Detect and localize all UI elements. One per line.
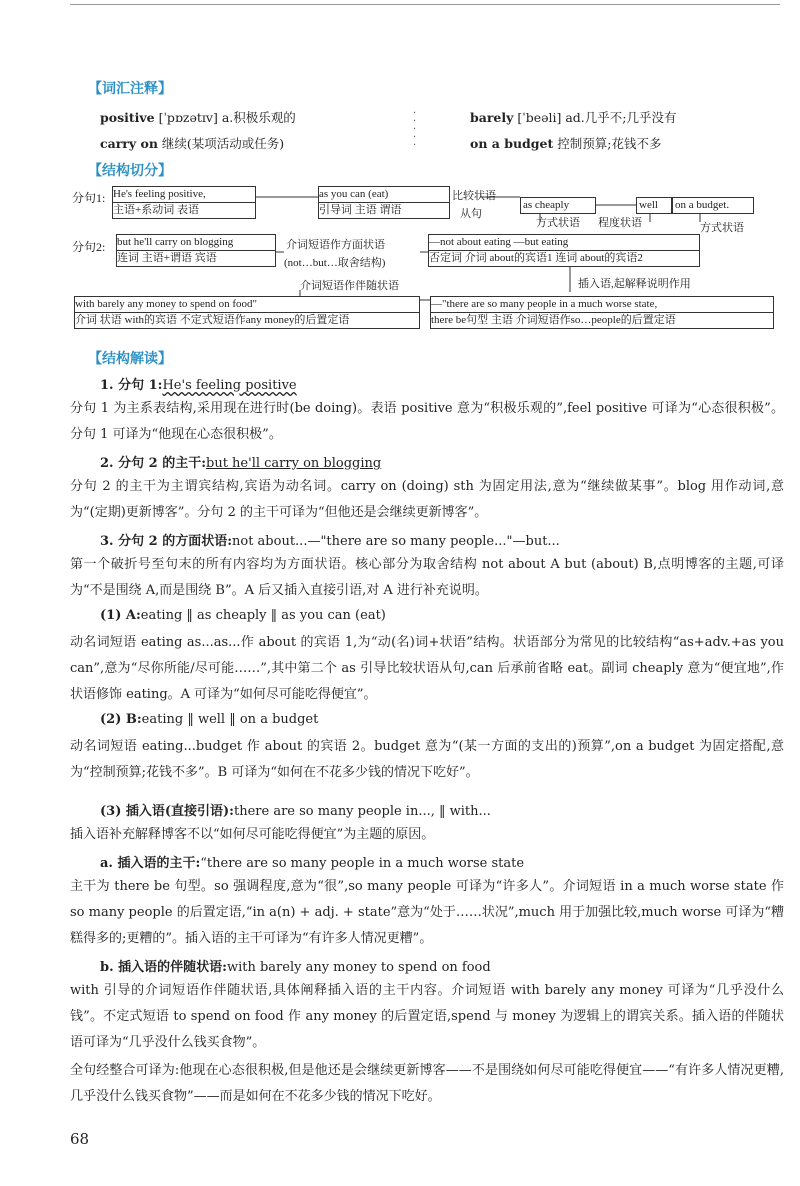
section-structure-explain: 【结构解读】 [88,351,172,367]
heading-accompanying: b. 插入语的伴随状语:with barely any money to spend on food [100,960,491,975]
heading-clause2-main: 2. 分句 2 的主干:but he'll carry on blogging [100,456,382,471]
paragraph-clause1: 分句 1 为主系表结构,采用现在进行时(be doing)。表语 positive 意为“积极乐观的”,feel positive 可译为“心态很积极”。分句 1 可译为“他现在心态很积极”。 [70,401,784,442]
heading-parenthesis: (3) 插入语(直接引语):there are so many people in..., ‖ with... [100,804,491,819]
vocab-carry-on: carry on 继续(某项活动或任务) [100,136,285,151]
paragraph-parenthesis-main: 主干为 there be 句型。so 强调程度,意为“很”,so many people 可译为“许多人”。介词短语 in a much worse state 作 so many people 的后置定语,“in a(n) + adj. + state”意为“处于……状况”,much 用于加强比较,much worse 可译为“糟糕得多的;更糟的”。插入语的主干可译为“有许多人情况更糟”。 [70,879,785,946]
note-parenthesis: 插入语,起解释说明作用 [578,278,691,290]
paragraph-aspect-adverbial: 第一个破折号至句末的所有内容均为方面状语。核心部分为取舍结构 not about A but (about) B,点明博客的主题,可译为“不是围绕 A,而是围绕 B”。A 后又插入直接引语,对 A 进行补充说明。 [70,557,784,598]
paragraph-a: 动名词短语 eating as...as...作 about 的宾语 1,为“动(名)词+状语”结构。状语部分为常见的比较结构“as+adv.+as you can”,意为“尽你所能/尽可能……”,其中第二个 as 引导比较状语从句,can 后承前省略 eat。副词 cheaply 意为“便宜地”,作状语修饰 eating。A 可译为“如何尽可能吃得便宜”。 [70,635,784,702]
heading-aspect-adverbial: 3. 分句 2 的方面状语:not about...—"there are so many people..."—but... [100,534,560,549]
note-manner-adverbial-1: 方式状语 [536,217,580,229]
note-manner-adverbial-2: 方式状语 [700,222,744,234]
box-well: well [636,197,672,214]
heading-clause1: 1. 分句 1:He's feeling positive [100,378,297,393]
paragraph-full-translation: 全句经整合可译为:他现在心态很积极,但是他还是会继续更新博客——不是围绕如何尽可能吃得便宜——“有许多人情况更糟,几乎没什么钱买食物”——而是如何在不花多少钱的情况下吃好。 [70,1063,784,1104]
note-degree-adverbial: 程度状语 [598,217,642,229]
page-number: 68 [70,1130,90,1148]
section-vocab: 【词汇注释】 [88,81,172,97]
box-on-a-budget: on a budget. [672,197,754,214]
box-clause2: but he'll carry on blogging 连词 主语+谓语 宾语 [116,234,276,267]
note-not-but-structure: (not…but…取舍结构) [284,257,386,269]
box-with-barely: with barely any money to spend on food" 介词 状语 with的宾语 不定式短语作any money的后置定语 [74,296,420,329]
note-aspect-adverbial: 介词短语作方面状语 [286,239,385,251]
box-as-cheaply: as cheaply [520,197,596,214]
vocab-on-a-budget: on a budget 控制预算;花钱不多 [470,136,662,151]
paragraph-parenthesis: 插入语补充解释博客不以“如何尽可能吃得便宜”为主题的原因。 [70,827,435,842]
box-there-are: —"there are so many people in a much worse state, there be句型 主语 介词短语作so…people的后置定语 [430,296,774,329]
vocab-positive: positive [ˈpɒzətɪv] a.积极乐观的 [100,110,296,125]
box-not-about-but: —not about eating —but eating 否定词 介词 about的宾语1 连词 about的宾语2 [428,234,700,267]
heading-b: (2) B:eating ‖ well ‖ on a budget [100,712,319,727]
box-as-you-can: as you can (eat) 引导词 主语 谓语 [318,186,450,219]
vocab-divider-icon: · · · · · [413,108,417,151]
paragraph-accompanying: with 引导的介词短语作伴随状语,具体阐释插入语的主干内容。介词短语 with barely any money 可译为“几乎没什么钱”。不定式短语 to spend on food 作 any money 的后置定语,spend 与 money 为逻辑上的谓宾关系。插入语的伴随状语可译为“几乎没什么钱买食物”。 [70,983,784,1050]
box-clause1: He's feeling positive, 主语+系动词 表语 [112,186,256,219]
note-accompanying-adverbial: 介词短语作伴随状语 [300,280,399,292]
section-structure-cut: 【结构切分】 [88,163,172,179]
clause1-label: 分句1: [72,191,106,205]
vocab-barely: barely [ˈbeəli] ad.几乎不;几乎没有 [470,110,677,125]
clause2-label: 分句2: [72,240,106,254]
note-clause: 从句 [460,208,482,220]
paragraph-clause2-main: 分句 2 的主干为主谓宾结构,宾语为动名词。carry on (doing) sth 为固定用法,意为“继续做某事”。blog 用作动词,意为“(定期)更新博客”。分句 2 的主干可译为“但他还是会继续更新博客”。 [70,479,784,520]
heading-parenthesis-main: a. 插入语的主干:“there are so many people in a much worse state [100,856,525,871]
note-comparison-adverbial: 比较状语 [452,190,496,202]
paragraph-b: 动名词短语 eating...budget 作 about 的宾语 2。budget 意为“(某一方面的支出的)预算”,on a budget 为固定搭配,意为“控制预算;花钱不多”。B 可译为“如何在不花多少钱的情况下吃好”。 [70,739,784,780]
heading-a: (1) A:eating ‖ as cheaply ‖ as you can (eat) [100,608,386,623]
